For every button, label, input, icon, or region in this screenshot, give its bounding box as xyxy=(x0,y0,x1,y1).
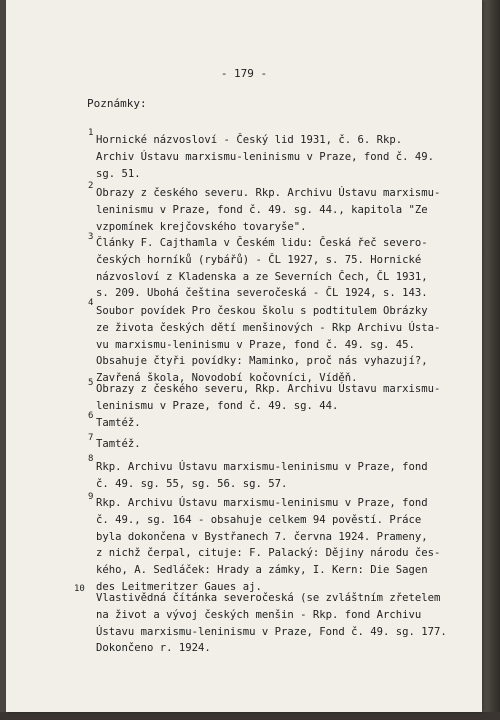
note-line: z nichž čerpal, cituje: F. Palacký: Dějiny národu čes- xyxy=(96,547,441,560)
note-line: Rkp. Archivu Ústavu marxismu-leninismu v Praze, fond xyxy=(96,497,428,509)
note-line: Zavřená škola, Novodobí kočovníci, Víděň. xyxy=(96,372,358,385)
notes-heading: Poznámky: xyxy=(87,97,147,110)
note-line: Články F. Cajthamla v Českém lidu: Česká řeč severo- xyxy=(96,237,428,249)
note-8 xyxy=(96,459,441,493)
note-9 xyxy=(96,495,441,596)
note-line: Soubor povídek Pro českou školu s podtitulem Obrázky xyxy=(96,305,428,317)
note-3 xyxy=(96,235,441,302)
note-number-5: 5 xyxy=(88,378,94,388)
note-number-9: 9 xyxy=(88,492,94,502)
note-line: Obrazy z českého severu, Rkp. Archivu Ústavu marxismu- xyxy=(96,383,441,395)
page-bottom-edge xyxy=(0,712,500,720)
note-line: č. 49. sg. 55, sg. 56. sg. 57. xyxy=(96,477,288,490)
note-line: sg. 51. xyxy=(96,167,141,180)
note-line: leninismu v Praze, fond č. 49. sg. 44., kapitola "Ze xyxy=(96,203,428,216)
note-line: leninismu v Praze, fond č. 49. sg. 44. xyxy=(96,399,339,412)
note-line: vu marxismu-leninismu v Praze, fond č. 49. sg. 45. xyxy=(96,338,415,351)
note-5 xyxy=(96,381,441,415)
note-line: Hornické názvosloví - Český lid 1931, č. 6. Rkp. xyxy=(96,134,403,146)
note-line: č. 49., sg. 164 - obsahuje celkem 94 pověstí. Práce xyxy=(96,513,422,526)
note-line: des Leitmeritzer Gaues aj. xyxy=(96,580,262,593)
note-line: byla dokončena v Bystřanech 7. června 1924. Prameny, xyxy=(96,530,428,543)
note-line: s. 209. Ubohá čeština severočeská - ČL 1924, s. 143. xyxy=(96,287,428,300)
page-number: - 179 - xyxy=(220,67,268,80)
note-number-7: 7 xyxy=(88,433,94,443)
document-page xyxy=(6,0,482,712)
book-binding-edge xyxy=(482,0,500,720)
note-line: Obsahuje čtyři povídky: Maminko, proč nás vyhazují?, xyxy=(96,355,428,368)
note-number-6: 6 xyxy=(88,411,94,421)
note-line: Tamtéž. xyxy=(96,438,141,450)
note-10 xyxy=(96,590,447,657)
note-line: Archiv Ústavu marxismu-leninismu v Praze, fond č. 49. xyxy=(96,150,435,163)
note-line: na život a vývoj českých menšin - Rkp. fond Archivu xyxy=(96,608,422,621)
note-1 xyxy=(96,132,441,182)
note-4 xyxy=(96,303,441,387)
note-2 xyxy=(96,185,441,235)
note-7 xyxy=(96,436,441,453)
note-line: Ústavu marxismu-leninismu v Praze, Fond č. 49. sg. 177. xyxy=(96,625,447,638)
note-line: vzpomínek krejčovského tovaryše". xyxy=(96,220,307,233)
note-line: Obrazy z českého severu. Rkp. Archivu Ústavu marxismu- xyxy=(96,187,441,199)
note-number-4: 4 xyxy=(88,298,94,308)
note-number-2: 2 xyxy=(88,181,94,191)
note-number-8: 8 xyxy=(88,454,94,464)
note-line: Vlastivědná čítánka severočeská (se zvláštním zřetelem xyxy=(96,592,441,604)
note-number-10: 10 xyxy=(74,584,85,594)
note-number-1: 1 xyxy=(88,128,94,138)
note-line: Tamtéž. xyxy=(96,417,141,429)
note-line: Dokončeno r. 1924. xyxy=(96,642,211,655)
note-6 xyxy=(96,415,441,432)
note-line: českých horníků (rybářů) - ČL 1927, s. 75. Hornické xyxy=(96,253,422,266)
note-line: Rkp. Archivu Ústavu marxismu-leninismu v Praze, fond xyxy=(96,461,428,473)
note-line: kého, A. Sedláček: Hrady a zámky, I. Kern: Die Sagen xyxy=(96,564,428,577)
note-line: ze života českých dětí menšinových - Rkp Archivu Ústa- xyxy=(96,321,441,334)
note-number-3: 3 xyxy=(88,232,94,242)
note-line: názvosloví z Kladenska a ze Severních Čech, ČL 1931, xyxy=(96,270,428,283)
